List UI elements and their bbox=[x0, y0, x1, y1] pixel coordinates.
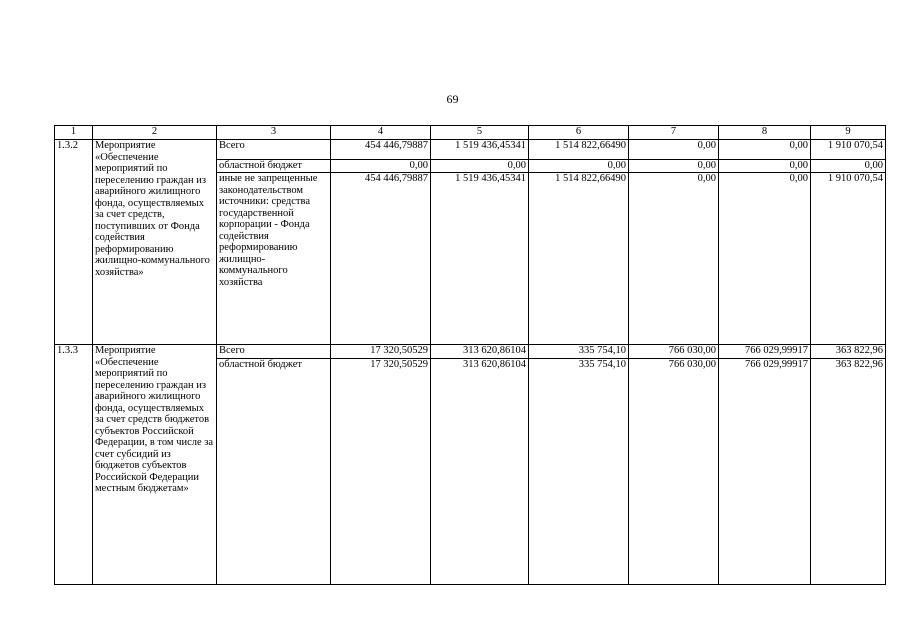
header-row bbox=[55, 126, 886, 140]
header-cell: 9 bbox=[811, 126, 886, 140]
row-value: 1 910 070,54 bbox=[811, 140, 886, 160]
table-row bbox=[55, 140, 886, 160]
row-value: 1 519 436,45341 bbox=[431, 140, 529, 160]
row-value: 0,00 bbox=[629, 140, 719, 160]
row-value: 17 320,50529 bbox=[331, 345, 431, 359]
row-value: 0,00 bbox=[811, 160, 886, 173]
row-value: 363 822,96 bbox=[811, 345, 886, 359]
row-value: 0,00 bbox=[629, 160, 719, 173]
row-value: 1 519 436,45341 bbox=[431, 173, 529, 345]
row-source: областной бюджет bbox=[217, 359, 331, 585]
row-value: 1 910 070,54 bbox=[811, 173, 886, 345]
row-value: 0,00 bbox=[629, 173, 719, 345]
header-cell: 4 bbox=[331, 126, 431, 140]
row-value: 0,00 bbox=[719, 160, 811, 173]
page-number: 69 bbox=[446, 92, 459, 106]
row-value: 313 620,86104 bbox=[431, 359, 529, 585]
row-name: Мероприятие «Обеспечение мероприятий по переселению граждан из аварийного жилищного фонда, осуществляемых за счет средств, поступивших от Фонда содействия реформированию жилищно-коммунального хозяйства» bbox=[93, 140, 217, 345]
header-cell: 1 bbox=[55, 126, 93, 140]
row-source: областной бюджет bbox=[217, 160, 331, 173]
header-cell: 3 bbox=[217, 126, 331, 140]
table-row bbox=[55, 345, 886, 359]
row-value: 766 030,00 bbox=[629, 359, 719, 585]
row-value: 0,00 bbox=[719, 173, 811, 345]
row-value: 766 030,00 bbox=[629, 345, 719, 359]
funding-table bbox=[54, 125, 886, 585]
row-value: 0,00 bbox=[529, 160, 629, 173]
row-value: 766 029,99917 bbox=[719, 345, 811, 359]
header-cell: 7 bbox=[629, 126, 719, 140]
row-value: 0,00 bbox=[331, 160, 431, 173]
row-source: Всего bbox=[217, 345, 331, 359]
row-source: Всего bbox=[217, 140, 331, 160]
row-value: 363 822,96 bbox=[811, 359, 886, 585]
row-value: 766 029,99917 bbox=[719, 359, 811, 585]
row-value: 17 320,50529 bbox=[331, 359, 431, 585]
row-value: 454 446,79887 bbox=[331, 173, 431, 345]
row-value: 454 446,79887 bbox=[331, 140, 431, 160]
row-value: 313 620,86104 bbox=[431, 345, 529, 359]
row-value: 0,00 bbox=[719, 140, 811, 160]
header-cell: 5 bbox=[431, 126, 529, 140]
row-value: 0,00 bbox=[431, 160, 529, 173]
row-name: Мероприятие «Обеспечение мероприятий по переселению граждан из аварийного жилищного фонда, осуществляемых за счет средств бюджетов субъектов Российской Федерации, в том числе за счет субсидий из бюджетов субъектов Российской Федерации местным бюджетам» bbox=[93, 345, 217, 585]
row-value: 335 754,10 bbox=[529, 359, 629, 585]
header-cell: 6 bbox=[529, 126, 629, 140]
row-value: 1 514 822,66490 bbox=[529, 140, 629, 160]
row-source: иные не запрещенные законодательством источники: средства государственной корпорации - Фонда содействия реформированию жилищно-коммунального хозяйства bbox=[217, 173, 331, 345]
row-code: 1.3.2 bbox=[55, 140, 93, 345]
row-code: 1.3.3 bbox=[55, 345, 93, 585]
row-value: 1 514 822,66490 bbox=[529, 173, 629, 345]
header-cell: 2 bbox=[93, 126, 217, 140]
row-value: 335 754,10 bbox=[529, 345, 629, 359]
header-cell: 8 bbox=[719, 126, 811, 140]
